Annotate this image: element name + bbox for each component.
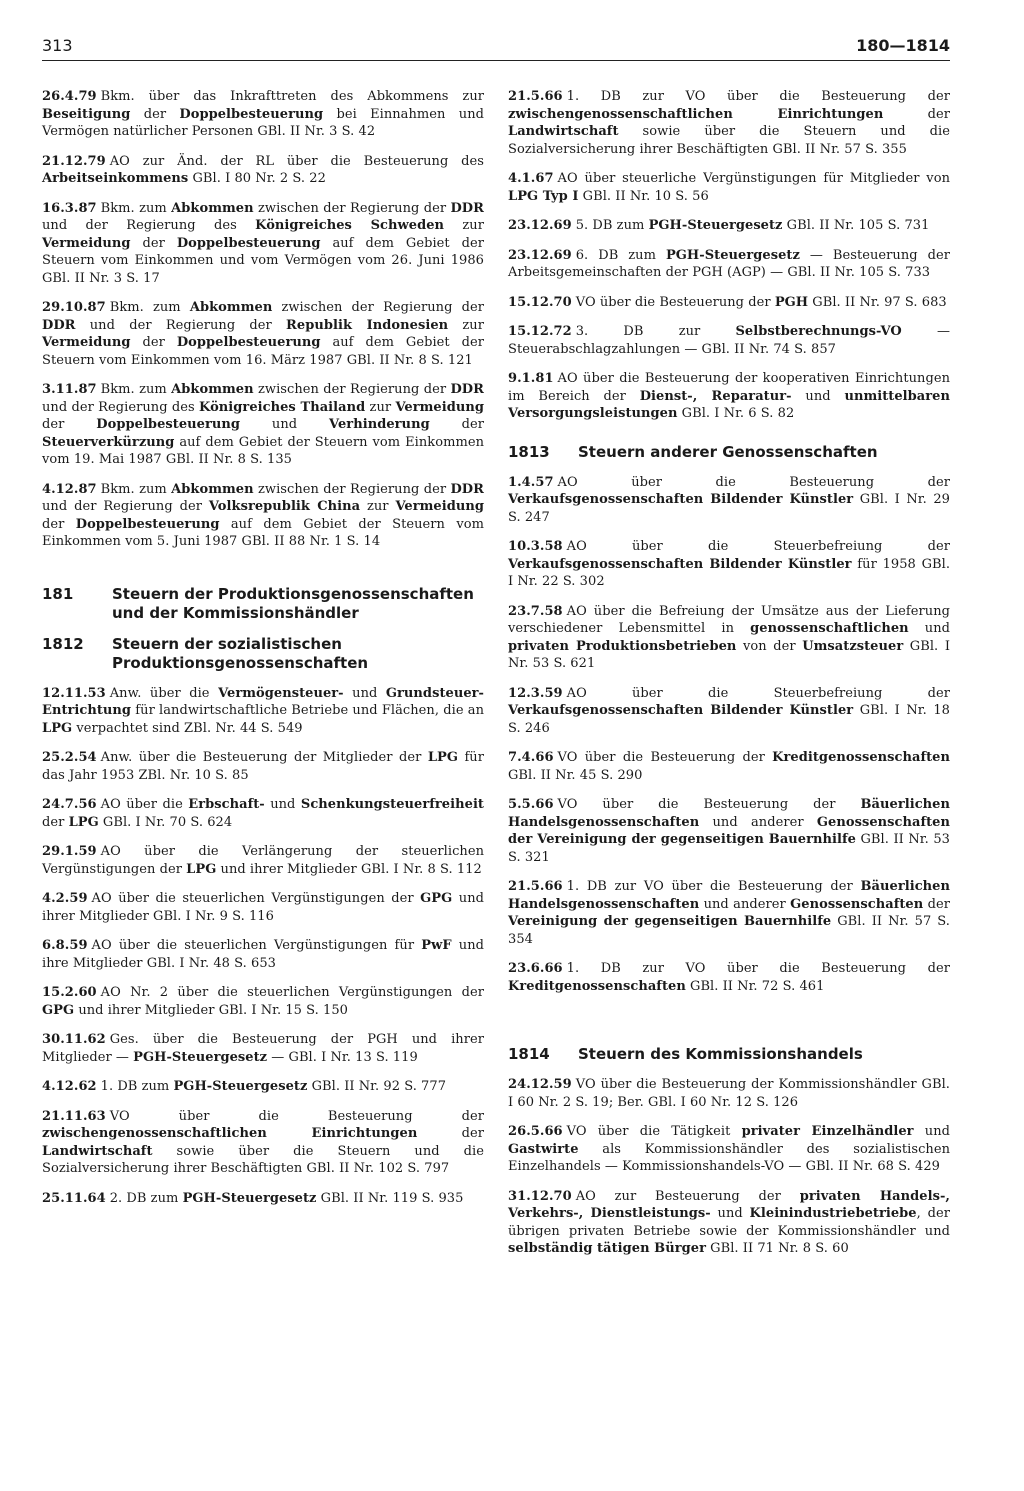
entry-keyword: Schenkungsteuerfreiheit — [300, 797, 484, 812]
entry-text: 6. DB zum — [575, 247, 666, 263]
entry-keyword: DDR — [450, 481, 484, 497]
entry-text: AO über die steuerlichen Vergünstigungen für — [91, 938, 422, 953]
entry-keyword: Kleinindustriebetriebe — [749, 1206, 917, 1221]
entry-text: AO über die Steuerbefreiung der — [566, 685, 950, 701]
entry-text: und der Regierung der — [42, 499, 209, 514]
entry-text: und — [264, 797, 301, 812]
entry-date: 4.12.87 — [42, 481, 97, 497]
entry-text: zwischen der Regierung der — [253, 481, 451, 497]
entry-date: 15.12.72 — [508, 324, 572, 339]
entry-text: als Kommissionshändler des sozialistischen Einzelhandels — Kommissionshandels-VO — GBl. II Nr. 68 S. 429 — [508, 1141, 950, 1174]
entry-text: der — [417, 1126, 484, 1141]
legal-entry — [508, 878, 950, 948]
entry-date: 21.5.66 — [508, 879, 563, 894]
entry-date: 4.1.67 — [508, 171, 554, 186]
entry-date: 15.12.70 — [508, 294, 572, 310]
entry-text: GBl. II Nr. 72 S. 461 — [685, 978, 825, 994]
entry-keyword: privaten Produktionsbetrieben — [508, 638, 737, 654]
legal-entry — [508, 1076, 950, 1111]
entry-keyword: PwF — [421, 938, 452, 953]
legal-entry — [42, 381, 484, 469]
legal-entry — [508, 474, 950, 527]
entry-date: 23.7.58 — [508, 603, 563, 619]
legal-entry — [42, 1190, 484, 1208]
entry-text: AO über die Besteuerung der kooperativen Einrichtungen im Bereich der — [508, 371, 950, 404]
entry-keyword: Vermögensteuer- — [218, 685, 344, 701]
entry-text: der — [130, 335, 177, 350]
entry-keyword: Abkommen — [171, 481, 254, 497]
entry-text: GBl. II Nr. 53 S. 321 — [508, 832, 950, 865]
entry-text: von der — [736, 638, 803, 654]
entry-text: GBl. I 80 Nr. 2 S. 22 — [188, 171, 326, 186]
section-heading — [508, 443, 950, 462]
entry-text: Bkm. zum — [100, 481, 172, 497]
entry-text: AO Nr. 2 über die steuerlichen Vergünstigungen der — [100, 985, 484, 1000]
entry-text: GBl. I Nr. 18 S. 246 — [508, 703, 950, 736]
entry-text: und — [791, 388, 845, 404]
legal-entry — [42, 749, 484, 784]
entry-date: 25.2.54 — [42, 750, 97, 765]
entry-text: 1. DB zum — [100, 1079, 174, 1094]
entry-keyword: Grundsteuer-Entrichtung — [42, 685, 484, 718]
entry-text: und ihre Mitglieder GBl. I Nr. 48 S. 653 — [42, 938, 485, 971]
page-number: 313 — [42, 36, 73, 55]
legal-entry — [42, 153, 484, 188]
entry-keyword: PGH-Steuergesetz — [182, 1190, 317, 1206]
entry-keyword: LPG — [42, 720, 73, 736]
entry-text: AO über steuerliche Vergünstigungen für Mitglieder von — [557, 171, 950, 186]
entry-text: VO über die Besteuerung der — [557, 750, 773, 765]
entry-keyword: Abkommen — [171, 382, 254, 397]
entry-text: zur — [360, 499, 396, 514]
entry-text: zur — [444, 218, 484, 233]
legal-entry — [42, 481, 484, 551]
entry-date: 26.4.79 — [42, 89, 97, 104]
entry-text: auf dem Gebiet der Steuern vom Einkommen vom 16. März 1987 GBl. II Nr. 8 S. 121 — [42, 335, 484, 368]
entry-text: VO über die Besteuerung der — [575, 294, 775, 310]
entry-date: 23.12.69 — [508, 218, 572, 233]
entry-keyword: DDR — [450, 382, 484, 397]
legal-entry — [42, 299, 484, 369]
right-column — [508, 88, 950, 1270]
entry-date: 15.2.60 — [42, 985, 97, 1000]
entry-text: der — [130, 235, 177, 251]
entry-keyword: Vermeidung — [42, 335, 131, 350]
entry-date: 26.5.66 — [508, 1124, 563, 1139]
entry-text: und — [343, 685, 386, 701]
section-heading — [508, 1045, 950, 1064]
section-number: 1812 — [42, 634, 84, 653]
entry-text: , der übrigen privaten Betriebe sowie der Kommissionshändler und — [508, 1206, 950, 1239]
entry-date: 29.1.59 — [42, 844, 97, 859]
entry-date: 21.11.63 — [42, 1108, 106, 1124]
entry-keyword: Doppelbesteuerung — [176, 335, 321, 350]
entry-date: 1.4.57 — [508, 474, 554, 490]
entry-keyword: LPG — [68, 814, 99, 830]
entry-text: 1. DB zur VO über die Besteuerung der — [566, 89, 950, 104]
entry-keyword: Bäuerlichen Handelsgenossenschaften — [508, 879, 950, 912]
entry-text: zur — [365, 399, 396, 415]
entry-text: AO über die Steuerbefreiung der — [566, 539, 950, 554]
entry-keyword: zwischengenossenschaftlichen Einrichtungen — [42, 1126, 418, 1141]
entry-text: AO über die Befreiung der Umsätze aus der Lieferung verschiedener Lebensmittel in — [508, 603, 950, 636]
entry-keyword: Selbstberechnungs-VO — [735, 324, 902, 339]
entry-text: und der Regierung der — [75, 317, 287, 333]
entry-keyword: Beseitigung — [42, 106, 131, 122]
entry-keyword: Erbschaft- — [188, 797, 265, 812]
legal-entry — [508, 1123, 950, 1176]
entry-text: bei Einnahmen und Vermögen natürlicher Personen GBl. II Nr. 3 S. 42 — [42, 106, 484, 139]
entry-date: 4.12.62 — [42, 1079, 97, 1094]
entry-text: zwischen der Regierung der — [272, 300, 484, 315]
entry-text: auf dem Gebiet der Steuern vom Einkommen vom 5. Juni 1987 GBl. II 88 Nr. 1 S. 14 — [42, 516, 484, 549]
entry-text: GBl. II Nr. 105 S. 731 — [782, 218, 930, 233]
entry-keyword: PGH-Steuergesetz — [133, 1049, 268, 1065]
entry-keyword: Vermeidung — [395, 499, 485, 514]
entry-text: Anw. über die Besteuerung der Mitglieder der — [100, 750, 428, 765]
entry-text: VO über die Besteuerung der — [557, 797, 861, 812]
entry-keyword: Verkaufsgenossenschaften Bildender Künstler — [508, 492, 854, 507]
entry-date: 23.6.66 — [508, 961, 563, 976]
entry-text: der — [883, 106, 950, 122]
entry-keyword: DDR — [450, 200, 484, 216]
entry-date: 29.10.87 — [42, 300, 106, 315]
legal-entry — [508, 796, 950, 866]
entry-text: — Steuerabschlagzahlungen — GBl. II Nr. 74 S. 857 — [508, 324, 950, 357]
entry-text: GBl. I Nr. 6 S. 82 — [677, 406, 795, 421]
entry-date: 21.5.66 — [508, 89, 563, 104]
section-title: Steuern der Produktionsgenossenschaften und der Kommissionshändler — [112, 584, 474, 622]
entry-text: — GBl. I Nr. 13 S. 119 — [267, 1049, 418, 1065]
legal-entry — [508, 247, 950, 282]
entry-text: — Besteuerung der Arbeitsgemeinschaften der PGH (AGP) — GBl. II Nr. 105 S. 733 — [508, 247, 950, 280]
legal-entry — [508, 323, 950, 358]
entry-text: und anderer — [699, 896, 791, 912]
section-range: 180—1814 — [856, 36, 950, 55]
entry-text: GBl. I Nr. 70 S. 624 — [98, 814, 233, 830]
entry-keyword: PGH-Steuergesetz — [665, 247, 800, 263]
entry-date: 21.12.79 — [42, 153, 106, 169]
entry-text: und ihrer Mitglieder GBl. I Nr. 9 S. 116 — [42, 891, 484, 924]
entry-keyword: Bäuerlichen Handelsgenossenschaften — [508, 797, 950, 830]
entry-text: GBl. I Nr. 53 S. 621 — [508, 638, 950, 671]
entry-keyword: unmittelbaren Versorgungsleistungen — [508, 388, 951, 421]
legal-entry — [508, 217, 950, 235]
section-number: 181 — [42, 584, 74, 603]
entry-date: 12.11.53 — [42, 685, 106, 701]
entry-keyword: PGH — [774, 294, 809, 310]
legal-entry — [42, 1031, 484, 1066]
entry-text: 1. DB zur VO über die Besteuerung der — [566, 961, 950, 976]
entry-text: zwischen der Regierung der — [253, 382, 451, 397]
entry-text: VO über die Besteuerung der Kommissionshändler GBl. I 60 Nr. 2 S. 19; Ber. GBl. I 60 Nr. 12 S. 126 — [508, 1077, 950, 1110]
entry-text: verpachtet sind ZBl. Nr. 44 S. 549 — [72, 720, 303, 736]
entry-keyword: Doppelbesteuerung — [96, 417, 241, 432]
section-heading — [42, 635, 484, 673]
entry-date: 30.11.62 — [42, 1032, 106, 1047]
section-title: Steuern der sozialistischen Produktionsgenossenschaften — [112, 634, 369, 672]
entry-keyword: Steuerverkürzung — [42, 434, 175, 450]
entry-keyword: privaten Handels-, Verkehrs-, Dienstleistungs- — [508, 1188, 950, 1221]
legal-entry — [42, 200, 484, 288]
entry-text: 5. DB zum — [575, 218, 649, 233]
entry-keyword: PGH-Steuergesetz — [648, 218, 783, 233]
entry-text: AO zur Änd. der RL über die Besteuerung des — [109, 153, 484, 169]
entry-keyword: Verkaufsgenossenschaften Bildender Künstler — [508, 703, 854, 718]
entry-keyword: GPG — [420, 891, 453, 906]
entry-keyword: Kreditgenossenschaften — [772, 750, 950, 765]
entry-keyword: Vermeidung — [42, 235, 131, 251]
entry-text: und ihrer Mitglieder GBl. I Nr. 15 S. 150 — [74, 1002, 348, 1018]
entry-keyword: LPG — [186, 861, 217, 877]
entry-keyword: Vereinigung der gegenseitigen Bauernhilfe — [508, 914, 832, 929]
entry-text: auf dem Gebiet der Steuern vom Einkommen vom 19. Mai 1987 GBl. II Nr. 8 S. 135 — [42, 434, 484, 467]
entry-text: der — [42, 814, 69, 830]
entry-keyword: genossenschaftlichen — [750, 621, 909, 636]
entry-date: 3.11.87 — [42, 382, 97, 397]
entry-text: und — [240, 417, 330, 432]
entry-text: GBl. I Nr. 29 S. 247 — [508, 492, 950, 525]
entry-keyword: LPG Typ I — [508, 188, 579, 204]
entry-text: sowie über die Steuern und die Sozialversicherung ihrer Beschäftigten GBl. II Nr. 57 S. 355 — [508, 124, 950, 157]
entry-keyword: Königreiches Schweden — [255, 218, 445, 233]
entry-text: und — [908, 621, 950, 636]
entry-keyword: Genossenschaften — [790, 896, 924, 912]
entry-keyword: privater Einzelhändler — [741, 1124, 914, 1139]
entry-text: und — [710, 1206, 750, 1221]
entry-text: AO zur Besteuerung der — [575, 1188, 800, 1204]
legal-entry — [508, 538, 950, 591]
entry-keyword: Umsatzsteuer — [802, 638, 904, 654]
entry-date: 10.3.58 — [508, 539, 563, 554]
entry-date: 5.5.66 — [508, 797, 554, 812]
entry-text: für das Jahr 1953 ZBl. Nr. 10 S. 85 — [42, 750, 484, 783]
entry-text: Anw. über die — [109, 685, 219, 701]
legal-entry — [42, 796, 484, 831]
section-number: 1814 — [508, 1045, 550, 1063]
legal-entry — [42, 88, 484, 141]
entry-text: GBl. II 71 Nr. 8 S. 60 — [705, 1241, 849, 1256]
entry-text: GBl. II Nr. 10 S. 56 — [578, 188, 709, 204]
entry-date: 24.12.59 — [508, 1077, 572, 1092]
entry-text: 3. DB zur — [575, 324, 736, 339]
entry-keyword: selbständig tätigen Bürger — [508, 1241, 706, 1256]
section-heading — [42, 585, 484, 623]
entry-text: GBl. II Nr. 45 S. 290 — [508, 767, 643, 783]
header-rule — [42, 60, 950, 61]
entry-text: der — [923, 896, 951, 912]
entry-text: AO über die steuerlichen Vergünstigungen der — [91, 891, 421, 906]
entry-date: 24.7.56 — [42, 797, 97, 812]
entry-date: 12.3.59 — [508, 685, 563, 701]
entry-keyword: Doppelbesteuerung — [75, 516, 220, 532]
entry-text: VO über die Tätigkeit — [566, 1124, 742, 1139]
legal-entry — [42, 1078, 484, 1096]
entry-text: GBl. II Nr. 92 S. 777 — [307, 1079, 447, 1094]
entry-keyword: Dienst-, Reparatur- — [639, 388, 792, 404]
entry-text: und anderer — [699, 814, 817, 830]
entry-keyword: Königreiches Thailand — [199, 399, 366, 415]
legal-entry — [508, 370, 950, 423]
entry-text: GBl. II Nr. 119 S. 935 — [316, 1190, 464, 1206]
legal-entry — [508, 749, 950, 784]
entry-text: AO über die Besteuerung der — [557, 474, 950, 490]
entry-keyword: Abkommen — [189, 300, 273, 315]
entry-keyword: Kreditgenossenschaften — [508, 978, 686, 994]
entry-text: AO über die — [100, 797, 189, 812]
left-column — [42, 88, 484, 1219]
entry-keyword: DDR — [42, 317, 76, 333]
entry-text: GBl. II Nr. 97 S. 683 — [808, 294, 947, 310]
entry-keyword: Genossenschaften der Vereinigung der gegenseitigen Bauernhilfe — [508, 814, 950, 847]
legal-entry — [42, 984, 484, 1019]
entry-keyword: Doppelbesteuerung — [179, 106, 324, 122]
entry-text: Bkm. über das Inkrafttreten des Abkommens zur — [100, 89, 484, 104]
entry-keyword: Gastwirte — [508, 1141, 579, 1157]
entry-text: und der Regierung des — [42, 218, 256, 233]
legal-entry — [508, 685, 950, 738]
entry-date: 4.2.59 — [42, 891, 88, 906]
legal-entry — [42, 937, 484, 972]
legal-entry — [508, 960, 950, 995]
entry-keyword: Doppelbesteuerung — [176, 235, 321, 251]
entry-keyword: Arbeitseinkommens — [42, 171, 189, 186]
entry-keyword: Vermeidung — [395, 399, 484, 415]
entry-text: sowie über die Steuern und die Sozialversicherung ihrer Beschäftigten GBl. II Nr. 102 S. 797 — [42, 1143, 484, 1176]
entry-date: 9.1.81 — [508, 371, 554, 386]
legal-entry — [508, 603, 950, 673]
entry-text: VO über die Besteuerung der — [109, 1108, 484, 1124]
entry-text: der — [42, 516, 76, 532]
entry-date: 31.12.70 — [508, 1188, 572, 1204]
section-title: Steuern des Kommissionshandels — [578, 1045, 863, 1063]
entry-text: und — [913, 1124, 950, 1139]
entry-keyword: Verhinderung — [329, 417, 430, 432]
entry-text: und der Regierung des — [42, 399, 199, 415]
entry-text: Bkm. zum — [109, 300, 190, 315]
entry-keyword: LPG — [427, 750, 458, 765]
legal-entry — [508, 88, 950, 158]
legal-entry — [42, 1108, 484, 1178]
entry-text: Bkm. zum — [100, 382, 172, 397]
entry-text: auf dem Gebiet der Steuern vom Einkommen und vom Vermögen vom 26. Juni 1986 GBl. II Nr. 3 S. 17 — [42, 235, 484, 286]
legal-entry — [42, 890, 484, 925]
entry-text: Ges. über die Besteuerung der PGH und ihrer Mitglieder — — [42, 1032, 484, 1065]
entry-text: 1. DB zur VO über die Besteuerung der — [566, 879, 861, 894]
entry-keyword: GPG — [42, 1002, 75, 1018]
legal-entry — [42, 685, 484, 738]
entry-text: für landwirtschaftliche Betriebe und Flächen, die an — [131, 703, 484, 718]
entry-keyword: Landwirtschaft — [42, 1143, 153, 1159]
entry-text: der — [42, 417, 97, 432]
entry-keyword: PGH-Steuergesetz — [173, 1079, 308, 1094]
entry-text: zur — [448, 317, 484, 333]
entry-keyword: zwischengenossenschaftlichen Einrichtungen — [508, 106, 884, 122]
section-number: 1813 — [508, 442, 550, 461]
entry-keyword: Abkommen — [171, 200, 254, 216]
entry-date: 6.8.59 — [42, 938, 88, 953]
entry-keyword: Landwirtschaft — [508, 124, 619, 139]
entry-text: Bkm. zum — [100, 200, 172, 216]
entry-text: 2. DB zum — [109, 1190, 183, 1206]
entry-text: für 1958 GBl. I Nr. 22 S. 302 — [508, 556, 951, 589]
section-title: Steuern anderer Genossenschaften — [578, 442, 878, 461]
legal-entry — [508, 1188, 950, 1258]
entry-date: 7.4.66 — [508, 750, 554, 765]
entry-text: GBl. II Nr. 57 S. 354 — [508, 914, 950, 947]
entry-text: der — [429, 417, 485, 432]
entry-date: 23.12.69 — [508, 247, 572, 263]
legal-entry — [508, 294, 950, 312]
legal-entry — [42, 843, 484, 878]
legal-entry — [508, 170, 950, 205]
entry-text: zwischen der Regierung der — [253, 200, 451, 216]
entry-date: 16.3.87 — [42, 200, 97, 216]
entry-text: AO über die Verlängerung der steuerlichen Vergünstigungen der — [42, 844, 484, 877]
entry-text: der — [130, 106, 180, 122]
entry-keyword: Volksrepublik China — [208, 499, 361, 514]
entry-keyword: Verkaufsgenossenschaften Bildender Künstler — [508, 556, 852, 572]
entry-keyword: Republik Indonesien — [286, 317, 449, 333]
entry-date: 25.11.64 — [42, 1190, 106, 1206]
entry-text: und ihrer Mitglieder GBl. I Nr. 8 S. 112 — [216, 861, 482, 877]
